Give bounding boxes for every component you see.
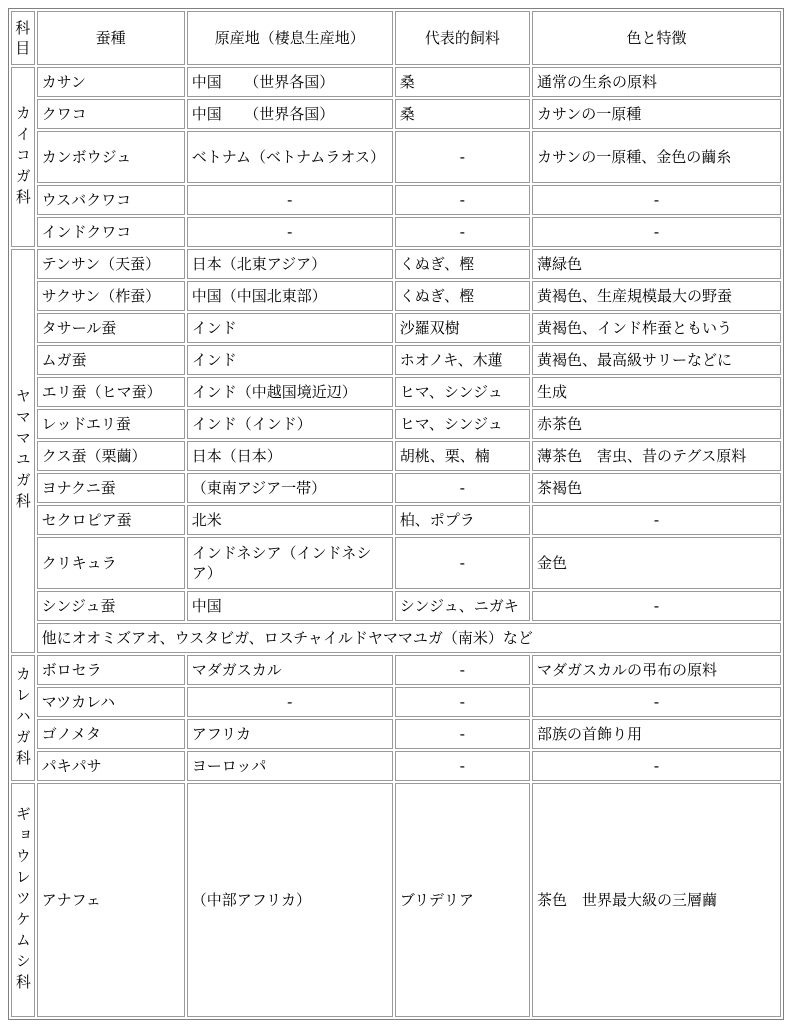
origin-cell: インド — [187, 313, 393, 343]
species-cell: マツカレハ — [37, 687, 185, 717]
species-cell: ボロセラ — [37, 655, 185, 685]
header-row — [11, 11, 781, 65]
color-cell: 薄緑色 — [532, 249, 781, 279]
color-cell: 生成 — [532, 377, 781, 407]
feed-cell: ヒマ、シンジュ — [395, 409, 530, 439]
species-cell: クワコ — [37, 99, 185, 129]
color-cell: カサンの一原種 — [532, 99, 781, 129]
table-row — [11, 591, 781, 621]
feed-cell: - — [395, 537, 530, 589]
feed-cell: 桑 — [395, 67, 530, 97]
color-cell: 黄褐色、最高級サリーなどに — [532, 345, 781, 375]
origin-cell: - — [187, 687, 393, 717]
color-cell: - — [532, 217, 781, 247]
origin-cell: インドネシア（インドネシア） — [187, 537, 393, 589]
feed-cell: - — [395, 719, 530, 749]
table-row — [11, 783, 781, 1017]
color-cell: 黄褐色、インド柞蚕ともいう — [532, 313, 781, 343]
header-family — [11, 11, 35, 65]
feed-cell: - — [395, 131, 530, 183]
header-color: 色と特徴 — [532, 11, 781, 65]
color-cell: 赤茶色 — [532, 409, 781, 439]
color-cell: - — [532, 687, 781, 717]
table-row — [11, 67, 781, 97]
note-row — [11, 623, 781, 653]
family-gyouretsu: ギョウレツケムシ科 — [11, 783, 35, 1017]
origin-cell: （東南アジア一帯） — [187, 473, 393, 503]
feed-cell: - — [395, 185, 530, 215]
origin-cell: - — [187, 217, 393, 247]
origin-cell: 北米 — [187, 505, 393, 535]
header-origin: 原産地（棲息生産地） — [187, 11, 393, 65]
feed-cell: くぬぎ、樫 — [395, 281, 530, 311]
origin-cell: 日本（北東アジア） — [187, 249, 393, 279]
feed-cell: 沙羅双樹 — [395, 313, 530, 343]
species-cell: インドクワコ — [37, 217, 185, 247]
species-cell: セクロピア蚕 — [37, 505, 185, 535]
origin-cell: インド（中越国境近辺） — [187, 377, 393, 407]
header-family-text: 科 目 — [15, 19, 31, 57]
table-row — [11, 99, 781, 129]
family-kaiko: カイコガ科 — [11, 67, 35, 247]
table-row — [11, 313, 781, 343]
species-cell: ウスバクワコ — [37, 185, 185, 215]
color-cell: 薄茶色 害虫、昔のテグス原料 — [532, 441, 781, 471]
feed-cell: 胡桃、栗、楠 — [395, 441, 530, 471]
species-cell: ムガ蚕 — [37, 345, 185, 375]
header-feed: 代表的飼料 — [395, 11, 530, 65]
color-cell: - — [532, 591, 781, 621]
feed-cell: ヒマ、シンジュ — [395, 377, 530, 407]
table-row — [11, 409, 781, 439]
origin-cell: インド（インド） — [187, 409, 393, 439]
feed-cell: - — [395, 217, 530, 247]
species-cell: サクサン（柞蚕） — [37, 281, 185, 311]
origin-cell: 中国（中国北東部） — [187, 281, 393, 311]
silkworm-table — [8, 8, 784, 1020]
origin-cell: マダガスカル — [187, 655, 393, 685]
color-cell: マダガスカルの弔布の原料 — [532, 655, 781, 685]
feed-cell: ブリデリア — [395, 783, 530, 1017]
species-cell: エリ蚕（ヒマ蚕） — [37, 377, 185, 407]
feed-cell: - — [395, 655, 530, 685]
family-kareha: カレハガ科 — [11, 655, 35, 781]
feed-cell: シンジュ、ニガキ — [395, 591, 530, 621]
table-row — [11, 185, 781, 215]
table-row — [11, 441, 781, 471]
origin-cell: ベトナム（ベトナムラオス） — [187, 131, 393, 183]
origin-cell: 中国 （世界各国） — [187, 67, 393, 97]
species-cell: パキパサ — [37, 751, 185, 781]
table-row — [11, 687, 781, 717]
color-cell: 茶褐色 — [532, 473, 781, 503]
species-cell: カサン — [37, 67, 185, 97]
color-cell: 部族の首飾り用 — [532, 719, 781, 749]
table-row — [11, 249, 781, 279]
table-row — [11, 377, 781, 407]
origin-cell: - — [187, 185, 393, 215]
species-cell: ヨナクニ蚕 — [37, 473, 185, 503]
table-row — [11, 505, 781, 535]
color-cell: 通常の生糸の原料 — [532, 67, 781, 97]
table-row — [11, 345, 781, 375]
yamamayu-note: 他にオオミズアオ、ウスタビガ、ロスチャイルドヤママユガ（南米）など — [37, 623, 781, 653]
origin-cell: 日本（日本） — [187, 441, 393, 471]
feed-cell: - — [395, 473, 530, 503]
species-cell: カンボウジュ — [37, 131, 185, 183]
origin-cell: （中部アフリカ） — [187, 783, 393, 1017]
feed-cell: くぬぎ、樫 — [395, 249, 530, 279]
table-row — [11, 281, 781, 311]
origin-cell: アフリカ — [187, 719, 393, 749]
table-row — [11, 537, 781, 589]
color-cell: - — [532, 185, 781, 215]
table-row — [11, 655, 781, 685]
family-yamamayu: ヤママユガ科 — [11, 249, 35, 653]
color-cell: カサンの一原種、金色の繭糸 — [532, 131, 781, 183]
table-row — [11, 751, 781, 781]
species-cell: テンサン（天蚕） — [37, 249, 185, 279]
species-cell: ゴノメタ — [37, 719, 185, 749]
feed-cell: 柏、ポプラ — [395, 505, 530, 535]
species-cell: クス蚕（栗繭） — [37, 441, 185, 471]
feed-cell: - — [395, 687, 530, 717]
species-cell: シンジュ蚕 — [37, 591, 185, 621]
table-row — [11, 473, 781, 503]
origin-cell: ヨーロッパ — [187, 751, 393, 781]
feed-cell: - — [395, 751, 530, 781]
header-species: 蚕種 — [37, 11, 185, 65]
table-row — [11, 217, 781, 247]
color-cell: 黄褐色、生産規模最大の野蚕 — [532, 281, 781, 311]
origin-cell: 中国 — [187, 591, 393, 621]
color-cell: - — [532, 751, 781, 781]
origin-cell: 中国 （世界各国） — [187, 99, 393, 129]
species-cell: アナフェ — [37, 783, 185, 1017]
species-cell: レッドエリ蚕 — [37, 409, 185, 439]
species-cell: タサール蚕 — [37, 313, 185, 343]
species-cell: クリキュラ — [37, 537, 185, 589]
table-row — [11, 131, 781, 183]
feed-cell: ホオノキ、木蓮 — [395, 345, 530, 375]
color-cell: 茶色 世界最大級の三層繭 — [532, 783, 781, 1017]
table-row — [11, 719, 781, 749]
color-cell: - — [532, 505, 781, 535]
color-cell: 金色 — [532, 537, 781, 589]
feed-cell: 桑 — [395, 99, 530, 129]
origin-cell: インド — [187, 345, 393, 375]
